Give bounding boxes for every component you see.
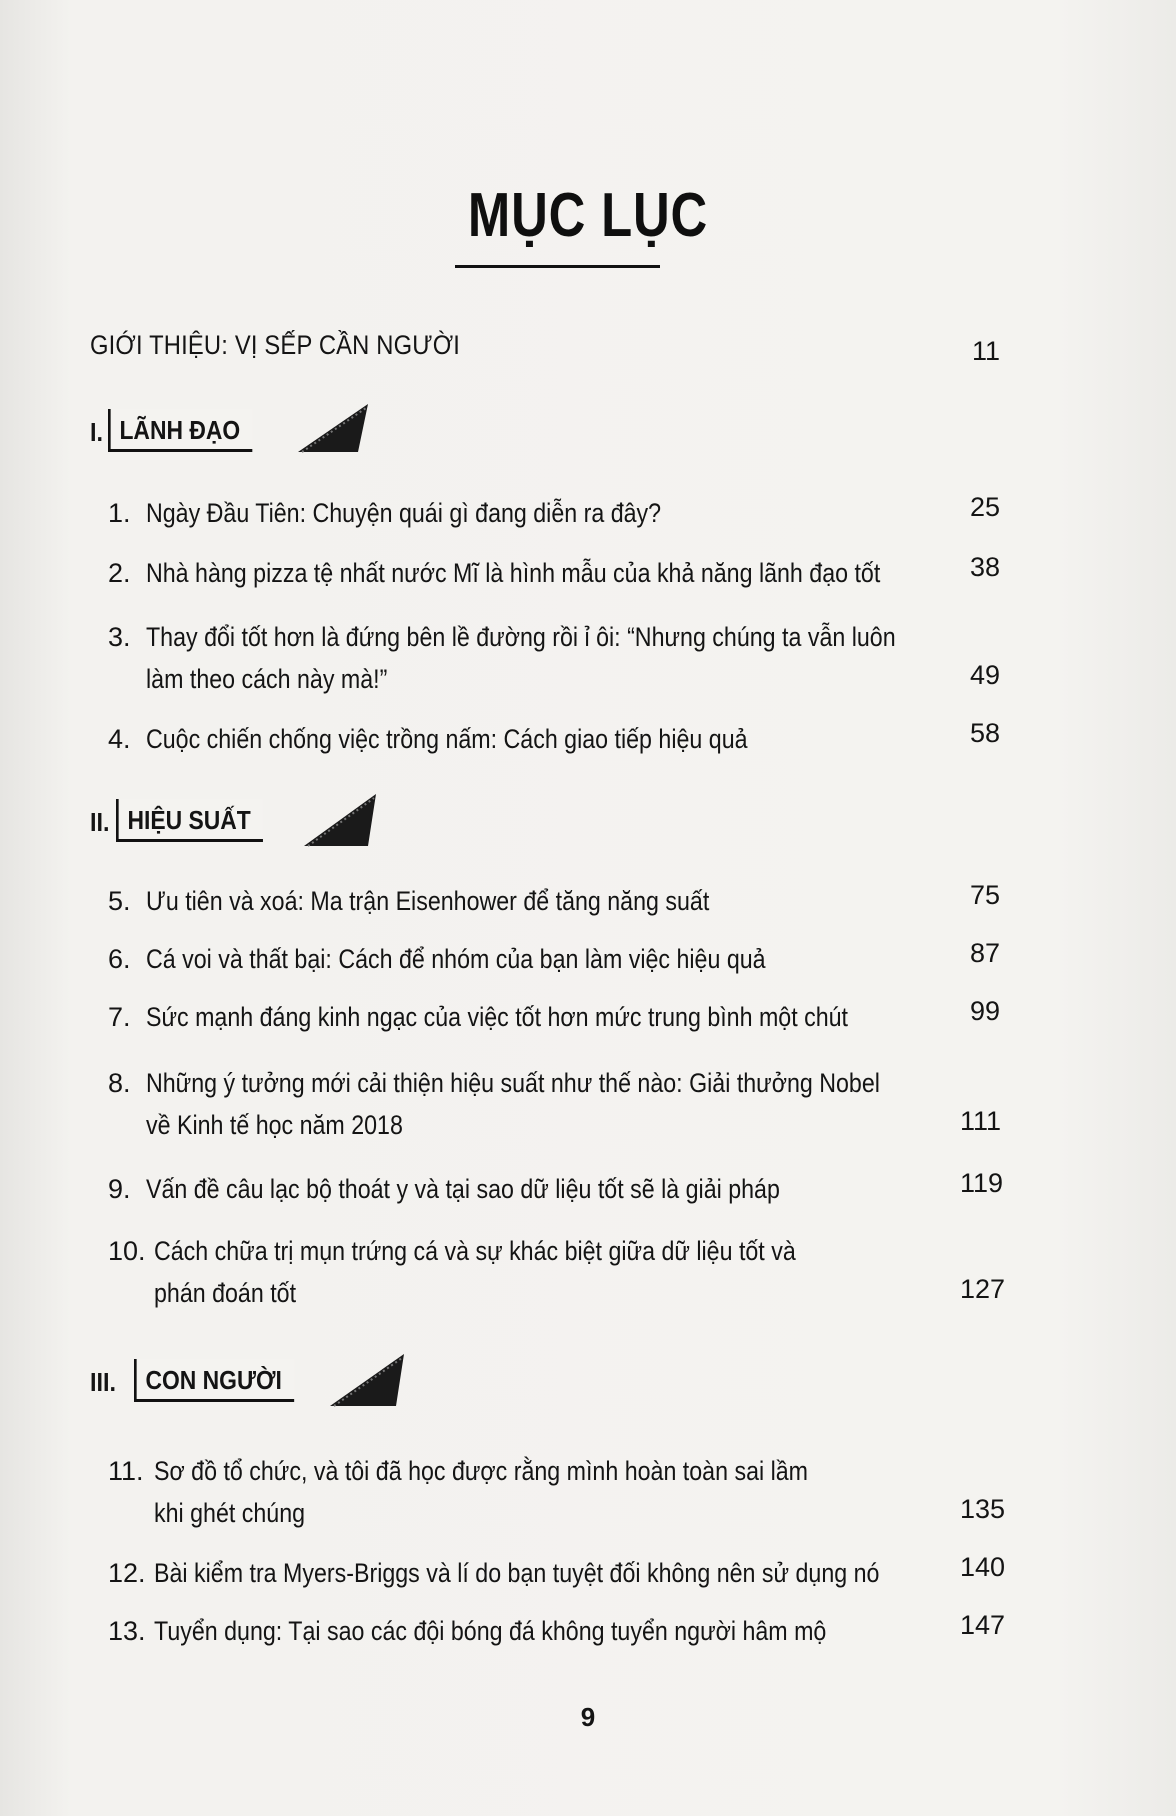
toc-entry-page: 25 (969, 492, 1000, 522)
toc-entry-title: Bài kiểm tra Myers-Briggs và lí do bạn tuyệt đối không nên sử dụng nó (154, 1558, 880, 1588)
toc-entry-title: Thay đổi tốt hơn là đứng bên lề đường rồi ỉ ôi: “Nhưng chúng ta vẫn luôn (146, 622, 896, 652)
toc-entry-number: 7. (108, 1002, 131, 1032)
toc-entry-number: 5. (108, 886, 131, 916)
toc-entry-title-cont: khi ghét chúng (154, 1498, 306, 1528)
toc-entry (108, 1450, 1008, 1534)
toc-entry (108, 718, 1008, 760)
toc-entry-page: 111 (960, 1106, 1002, 1136)
page-title: MỤC LỤC (467, 181, 709, 250)
toc-entry-page: 127 (960, 1274, 1006, 1304)
toc-entry (108, 552, 1008, 594)
toc-entry-page: 119 (960, 1168, 1004, 1198)
toc-entry-number: 3. (108, 622, 131, 652)
toc-entry-title: Sức mạnh đáng kinh ngạc của việc tốt hơn mức trung bình một chút (146, 1002, 849, 1032)
section-roman: I. (90, 417, 104, 447)
title-underline (455, 265, 660, 268)
toc-entry (108, 616, 1008, 700)
toc-entry-number: 11. (108, 1456, 144, 1486)
toc-entry-page: 38 (969, 552, 1000, 582)
toc-entry-title-cont: về Kinh tế học năm 2018 (146, 1110, 403, 1140)
toc-entry (108, 996, 1008, 1038)
toc-entry-title: Ngày Đầu Tiên: Chuyện quái gì đang diễn ra đây? (146, 498, 662, 528)
section-roman: II. (90, 807, 110, 837)
toc-entry-number: 13. (108, 1616, 146, 1646)
toc-entry-page: 135 (960, 1494, 1006, 1524)
toc-entry (108, 938, 1008, 980)
toc-entry-page: 58 (969, 718, 1000, 748)
toc-entry-title: Cách chữa trị mụn trứng cá và sự khác biệt giữa dữ liệu tốt và (154, 1236, 796, 1266)
section-title: CON NGƯỜI (134, 1359, 294, 1402)
toc-entry-title: Những ý tưởng mới cải thiện hiệu suất như thế nào: Giải thưởng Nobel (146, 1068, 880, 1098)
toc-entry (108, 1168, 1008, 1210)
toc-entry-page: 75 (969, 880, 1000, 910)
toc-entry-page: 140 (960, 1552, 1006, 1582)
toc-entry (108, 1062, 1008, 1146)
section-banner-icon (270, 1350, 410, 1410)
toc-entry-number: 2. (108, 558, 131, 588)
toc-entry-number: 4. (108, 724, 131, 754)
toc-entry-number: 8. (108, 1068, 131, 1098)
section-banner-icon (240, 790, 380, 850)
toc-intro-page: 11 (971, 336, 1000, 366)
toc-entry-title: Tuyển dụng: Tại sao các đội bóng đá không tuyển người hâm mộ (154, 1616, 827, 1646)
page-number: 9 (580, 1702, 596, 1732)
toc-entry-number: 9. (108, 1174, 131, 1204)
toc-entry-page: 147 (960, 1610, 1006, 1640)
toc-entry-number: 1. (108, 498, 131, 528)
toc-entry-number: 12. (108, 1558, 146, 1588)
section-header-people (90, 1350, 410, 1406)
toc-intro-label: GIỚI THIỆU: VỊ SẾP CẦN NGƯỜI (90, 330, 461, 360)
toc-entry-title: Cuộc chiến chống việc trồng nấm: Cách giao tiếp hiệu quả (146, 724, 748, 754)
toc-entry-title: Nhà hàng pizza tệ nhất nước Mĩ là hình mẫu của khả năng lãnh đạo tốt (146, 558, 881, 588)
toc-entry-number: 10. (108, 1236, 146, 1266)
section-title: LÃNH ĐẠO (108, 409, 253, 452)
toc-entry-title: Cá voi và thất bại: Cách để nhóm của bạn làm việc hiệu quả (146, 944, 766, 974)
toc-entry (108, 1552, 1008, 1594)
toc-entry (108, 1610, 1008, 1652)
toc-entry-page: 49 (969, 660, 1000, 690)
toc-entry-title-cont: phán đoán tốt (154, 1278, 297, 1308)
toc-entry-page: 87 (969, 938, 1000, 968)
toc-entry-page: 99 (969, 996, 1000, 1026)
toc-entry (108, 880, 1008, 922)
section-header-leadership (90, 400, 390, 456)
toc-entry-title: Ưu tiên và xoá: Ma trận Eisenhower để tăng năng suất (146, 886, 710, 916)
toc-entry-number: 6. (108, 944, 131, 974)
toc-entry-title-cont: làm theo cách này mà!” (146, 664, 388, 694)
section-header-performance (90, 790, 390, 846)
toc-entry-title: Sơ đồ tổ chức, và tôi đã học được rằng mình hoàn toàn sai lầm (154, 1456, 809, 1486)
toc-entry-title: Vấn đề câu lạc bộ thoát y và tại sao dữ liệu tốt sẽ là giải pháp (146, 1174, 780, 1204)
section-title: HIỆU SUẤT (116, 799, 263, 842)
section-roman: III. (90, 1367, 117, 1397)
section-banner-icon (240, 400, 370, 456)
toc-entry (108, 1230, 1008, 1314)
toc-entry (108, 492, 1008, 534)
